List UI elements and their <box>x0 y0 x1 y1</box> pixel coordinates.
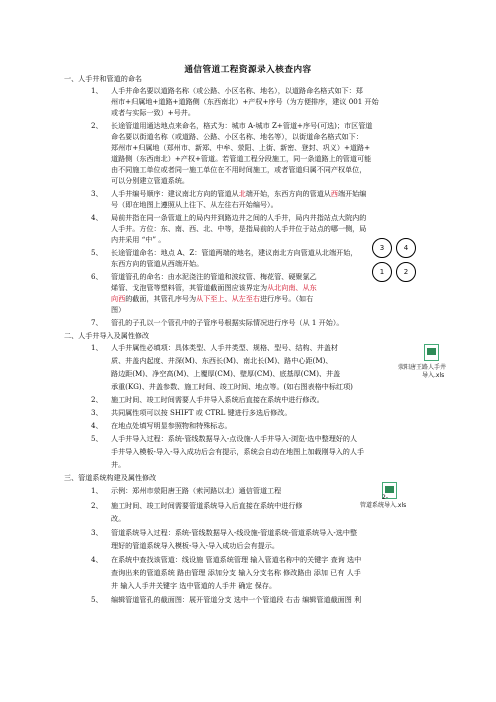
paragraph-line: 路边距(M)、净空高(M)、上覆厚(CM)、壁厚(CM)、底基厚(CM)、井盖 <box>111 369 341 378</box>
paragraph-line: 质、井盖内起度、井深(M)、东西长(M)、南北长(M)、路中心距(M)、 <box>111 356 333 365</box>
paragraph-line: 人手井。方位：东、南、西、北、中等，是指局前的人手井位于站点的哪一侧，局 <box>111 224 367 233</box>
paragraph-line <box>111 189 366 198</box>
item-number: 3、 <box>91 528 103 537</box>
paragraph-line: 命名要以街道名称（或道路、公路、小区名称、地名等），以街道命名格式如下： <box>111 132 363 141</box>
paragraph-line: 井 输入人手井关键字 选中管道的人手井 确定 保存。 <box>111 581 277 590</box>
paragraph-line: 施工时间、竣工时间需要管道系统导入后直接在系统中进行修 <box>111 501 303 510</box>
text-run: 进行序号。（如右 <box>259 294 314 303</box>
section-heading-2: 二、人手井导入及属性修改 <box>64 331 150 340</box>
pipe-hole-4: 4 <box>396 238 416 258</box>
paragraph-line: 管孔的子孔以一个管孔中的子管序号根据实际情况进行序号（从 1 开始）。 <box>111 318 344 327</box>
paragraph-line: 在系统中查找该管道：线设施 管道系统管理 输入管道名称中的关键字 查询 选中 <box>111 555 362 564</box>
paragraph-line: 井。 <box>111 460 126 469</box>
item-number: 2、 <box>91 121 103 130</box>
item-number: 3、 <box>91 189 103 198</box>
pipe-hole-diagram <box>372 238 416 282</box>
paragraph-line: 长途管道用通达地点来命名，格式为：城市 A-城市 Z+管道+序号(可选)；市区管道 <box>111 121 373 130</box>
page-title: 通信管道工程资源录入核查内容 <box>184 65 312 75</box>
text-run: 的截面，其管孔序号为 <box>125 294 197 303</box>
paragraph-line: 手井导入模板-导入-导入成功后会有提示，系统会自动在地图上加载刚导入的人手 <box>111 447 365 456</box>
item-number: 4、 <box>91 555 103 564</box>
attachment-caption: 管道系统导入.xls <box>360 502 407 509</box>
section-heading-1: 一、人手井和管道的命名 <box>64 74 143 83</box>
item-number: 5、 <box>91 595 103 604</box>
item-number: 2、 <box>91 501 103 510</box>
paragraph-line: 理好的管道系统导入模板-导入-导入成功后会有提示。 <box>111 541 279 550</box>
paragraph-line: 或者与实际一致）+号井。 <box>111 108 195 117</box>
highlight-text: 西 <box>330 189 338 198</box>
paragraph-line: 图） <box>111 305 126 314</box>
text-run: 端开始编 <box>338 189 367 198</box>
item-number: 7、 <box>91 318 103 327</box>
paragraph-line: 人手井命名要以道路名称（或公路、小区名称、地名），以道路命名格式如下：郑 <box>111 86 363 95</box>
section-heading-3: 三、管道系统构建及属性修改 <box>64 473 157 482</box>
attachment-caption: 导入.xls <box>422 372 445 379</box>
paragraph-line: 长途管道命名：地点 A、Z：管道两端的地名，建议南北方向管道从北端开始， <box>111 248 358 257</box>
pipe-hole-1: 1 <box>372 262 392 282</box>
item-number: 2、 <box>91 395 103 404</box>
paragraph-line: 人手井导入过程：系统-管线数据导入-点设施-人手井导入-浏览-选中整理好的人 <box>111 434 358 443</box>
highlight-text: 从北向南、从东 <box>267 283 317 292</box>
text-run: 端开始，东西方向的管道从 <box>245 189 331 198</box>
item-number: 5、 <box>91 434 103 443</box>
highlight-text: 向西 <box>111 294 126 303</box>
attachment-caption: 2- <box>382 494 388 501</box>
pipe-hole-2: 2 <box>396 262 416 282</box>
paragraph-line: 承重(KG)、井盖参数、施工时间、竣工时间、地点等。(如右图表格中标红项) <box>111 382 353 391</box>
item-number: 5、 <box>91 248 103 257</box>
paragraph-line: 州市+归属地+道路+道路侧（东西南北）+产权+序号（为方便排序，建议 001 开始 <box>111 97 379 106</box>
paragraph-line: 号（即在地图上遵照从上往下、从左往右开始编号）。 <box>111 200 278 209</box>
paragraph-line: 道路侧（东西南北）+产权+管道。若管道工程分段施工，同一条道路上的管道可能 <box>111 154 372 163</box>
paragraph-line: 共同属性项可以按 SHIFT 或 CTRL 键进行多选后修改。 <box>111 408 292 417</box>
attachment-caption: 荥阳唐王路人手井 <box>398 364 447 371</box>
item-number: 6、 <box>91 272 103 281</box>
item-number: 1、 <box>91 486 103 495</box>
paragraph-line: 内井采用 “中” 。 <box>111 235 166 244</box>
paragraph-line: 在地点处填写明显参照物和特殊标志。 <box>111 421 232 430</box>
paragraph-line: 施工时间、竣工时间需要人手井导入系统后直接在系统中进行修改。 <box>111 395 324 404</box>
paragraph-line: 改。 <box>111 514 126 523</box>
item-number: 1、 <box>91 86 103 95</box>
highlight-text: 北 <box>238 189 246 198</box>
item-number: 4、 <box>91 421 103 430</box>
paragraph-line: 管道系统导入过程：系统-管线数据导入-线设施-管道系统-管道系统导入-选中整 <box>111 528 358 537</box>
paragraph-line: 示例：郑州市荥阳唐王路（索河路以北）通信管道工程 <box>111 486 282 495</box>
paragraph-line: 东西方向的管道从西端开始。 <box>111 259 204 268</box>
pipe-hole-3: 3 <box>372 238 392 258</box>
paragraph-line: 查询出来的管道系统 路由管理 添加分支 输入分支名称 修改路由 添加 已有 人手 <box>111 568 361 577</box>
item-number: 1、 <box>91 343 103 352</box>
item-number: 4、 <box>91 213 103 222</box>
text-run: 烯管、戈泡管等塑料管，其管道截面图应该界定为 <box>111 283 268 292</box>
paragraph-line <box>111 294 313 303</box>
paragraph-line: 可以分别建立管道系统。 <box>111 176 190 185</box>
text-run: 人手井编号顺序：建议南北方向的管道从 <box>111 189 239 198</box>
paragraph-line: 管道管孔的命名：由水泥浇注的管道和波纹管、梅花管、硬聚氯乙 <box>111 272 317 281</box>
paragraph-line: 局前井指在同一条管道上的局内井到路边井之间的人手井，局内井指站点大院内的 <box>111 213 367 222</box>
paragraph-line <box>111 283 317 292</box>
excel-file-icon <box>424 344 439 361</box>
item-number: 3、 <box>91 408 103 417</box>
paragraph-line: 郑州市+归属地（郑州市、新郑、中牟、荥阳、上街、新密、登封、巩义）+道路+ <box>111 143 371 152</box>
highlight-text: 从下至上、从左至右 <box>196 294 260 303</box>
paragraph-line: 编辑管道管孔的截面图：展开管道分支 选中一个管道段 右击 编辑管道截面图 利 <box>111 595 362 604</box>
paragraph-line: 由不同施工单位或者同一施工单位在不用时间施工，或者管道归属不同产权单位， <box>111 165 367 174</box>
paragraph-line: 人手井属性必填项：具体类型、人手井类型、规格、型号、结构、井盖材 <box>111 343 338 352</box>
